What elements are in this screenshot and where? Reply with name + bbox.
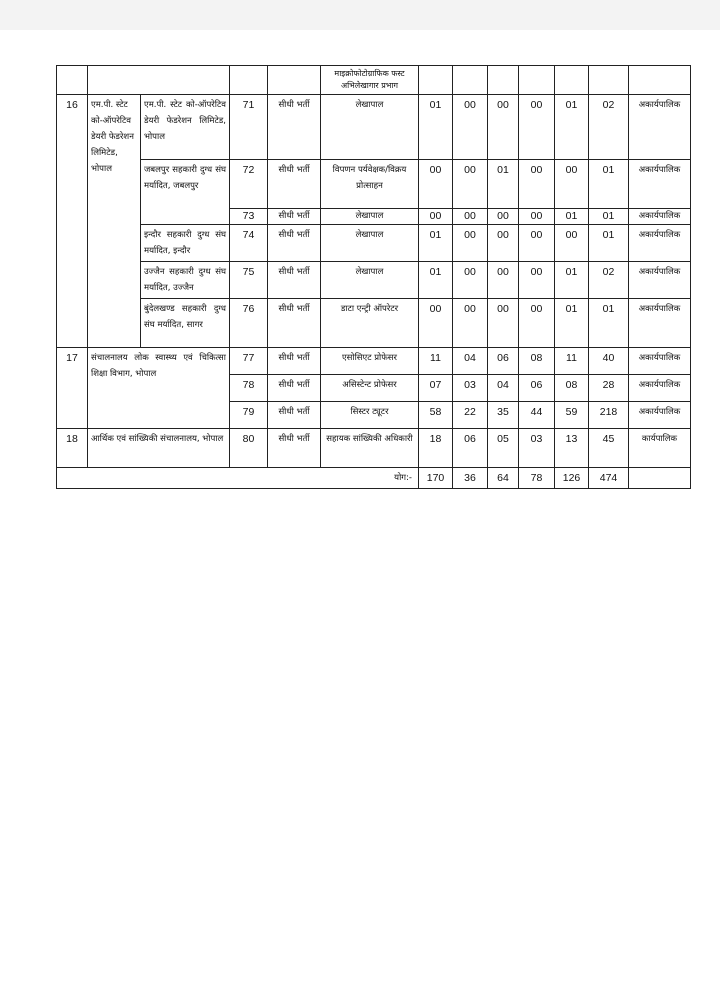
recruitment-type: सीधी भर्ती [268, 299, 321, 348]
count-cell: 01 [555, 95, 589, 160]
recruitment-type: सीधी भर्ती [268, 348, 321, 375]
count-cell: 00 [519, 95, 555, 160]
count-cell: 35 [488, 402, 519, 429]
recruitment-type: सीधी भर्ती [268, 262, 321, 299]
count-cell: 22 [453, 402, 488, 429]
count-cell: 00 [519, 225, 555, 262]
table-row [57, 262, 691, 299]
grand-total-cell: 126 [555, 468, 589, 489]
office-name: उज्जैन सहकारी दुग्ध संघ मर्यादित, उज्जैन [141, 262, 230, 299]
count-cell: 01 [488, 160, 519, 209]
total-cell: 02 [589, 262, 629, 299]
total-cell: 01 [589, 225, 629, 262]
count-cell: 00 [488, 225, 519, 262]
post-code: 76 [230, 299, 268, 348]
post-name: सिस्टर ट्यूटर [321, 402, 419, 429]
count-cell: 01 [555, 209, 589, 225]
recruitment-type: सीधी भर्ती [268, 375, 321, 402]
count-cell: 00 [519, 209, 555, 225]
total-label: योग:- [57, 468, 419, 489]
post-name: लेखापाल [321, 95, 419, 160]
table-row [57, 95, 691, 160]
document-page [56, 65, 690, 489]
count-cell: 06 [453, 429, 488, 468]
count-cell: 00 [453, 299, 488, 348]
department-name: आर्थिक एवं सांख्यिकी संचालनालय, भोपाल [88, 429, 230, 468]
post-name-cell: माइक्रोफोटोग्राफिक फस्ट अभिलेखागार प्रभाग [321, 66, 419, 95]
nature-cell: अकार्यपालिक [629, 375, 691, 402]
recruitment-type: सीधी भर्ती [268, 160, 321, 209]
table-row [57, 429, 691, 468]
count-cell: 03 [519, 429, 555, 468]
post-name: लेखापाल [321, 209, 419, 225]
recruitment-type: सीधी भर्ती [268, 209, 321, 225]
count-cell: 59 [555, 402, 589, 429]
count-cell: 00 [519, 160, 555, 209]
nature-cell: अकार्यपालिक [629, 160, 691, 209]
count-cell: 06 [519, 375, 555, 402]
post-name: लेखापाल [321, 262, 419, 299]
department-name: संचालनालय लोक स्वास्थ्य एवं चिकित्सा शिक्षा विभाग, भोपाल [88, 348, 230, 429]
count-cell: 00 [488, 262, 519, 299]
post-code: 72 [230, 160, 268, 209]
post-code: 80 [230, 429, 268, 468]
nature-cell: कार्यपालिक [629, 429, 691, 468]
total-cell: 01 [589, 160, 629, 209]
count-cell: 00 [555, 160, 589, 209]
grand-total-cell: 78 [519, 468, 555, 489]
nature-cell: अकार्यपालिक [629, 299, 691, 348]
serial-number: 16 [57, 95, 88, 348]
post-code: 71 [230, 95, 268, 160]
recruitment-type: सीधी भर्ती [268, 402, 321, 429]
nature-cell: अकार्यपालिक [629, 402, 691, 429]
table-row [57, 299, 691, 348]
post-name: लेखापाल [321, 225, 419, 262]
total-cell: 28 [589, 375, 629, 402]
nature-cell: अकार्यपालिक [629, 225, 691, 262]
vacancy-table [56, 65, 691, 489]
total-cell: 40 [589, 348, 629, 375]
post-name: असिस्टेन्ट प्रोफेसर [321, 375, 419, 402]
count-cell: 00 [488, 299, 519, 348]
total-row [57, 468, 691, 489]
office-name: इन्दौर सहकारी दुग्ध संघ मर्यादित, इन्दौर [141, 225, 230, 262]
count-cell: 00 [488, 209, 519, 225]
count-cell: 11 [555, 348, 589, 375]
office-name: बुंदेलखण्ड सहकारी दुग्ध संघ मर्यादित, सागर [141, 299, 230, 348]
table-row [57, 66, 691, 95]
post-code: 74 [230, 225, 268, 262]
count-cell: 01 [555, 262, 589, 299]
viewer-top-bar [0, 0, 720, 30]
recruitment-type: सीधी भर्ती [268, 225, 321, 262]
recruitment-type: सीधी भर्ती [268, 95, 321, 160]
count-cell: 00 [519, 299, 555, 348]
table-row [57, 160, 691, 209]
post-name: सहायक सांख्यिकी अधिकारी [321, 429, 419, 468]
office-name: जबलपुर सहकारी दुग्ध संघ मर्यादित, जबलपुर [141, 160, 230, 225]
count-cell: 13 [555, 429, 589, 468]
count-cell: 07 [419, 375, 453, 402]
total-cell: 45 [589, 429, 629, 468]
count-cell: 01 [555, 299, 589, 348]
count-cell: 01 [419, 262, 453, 299]
table-row [57, 348, 691, 375]
grand-total-cell: 170 [419, 468, 453, 489]
grand-total-cell: 36 [453, 468, 488, 489]
count-cell: 18 [419, 429, 453, 468]
count-cell: 58 [419, 402, 453, 429]
post-name: एसोसिएट प्रोफेसर [321, 348, 419, 375]
count-cell: 00 [555, 225, 589, 262]
count-cell: 00 [519, 262, 555, 299]
count-cell: 04 [488, 375, 519, 402]
count-cell: 03 [453, 375, 488, 402]
office-name: एम.पी. स्टेट को-ऑपरेटिव डेयरी फेडरेशन लिमिटेड, भोपाल [141, 95, 230, 160]
total-cell: 01 [589, 299, 629, 348]
nature-cell: अकार्यपालिक [629, 209, 691, 225]
count-cell: 00 [453, 160, 488, 209]
count-cell: 00 [488, 95, 519, 160]
post-code: 78 [230, 375, 268, 402]
total-cell: 218 [589, 402, 629, 429]
nature-cell: अकार्यपालिक [629, 95, 691, 160]
count-cell: 01 [419, 225, 453, 262]
count-cell: 00 [419, 299, 453, 348]
count-cell: 00 [453, 209, 488, 225]
count-cell: 00 [453, 262, 488, 299]
nature-cell: अकार्यपालिक [629, 262, 691, 299]
post-code: 77 [230, 348, 268, 375]
table-row [57, 225, 691, 262]
count-cell: 00 [453, 225, 488, 262]
count-cell: 00 [419, 160, 453, 209]
count-cell: 00 [419, 209, 453, 225]
total-cell: 01 [589, 209, 629, 225]
post-code: 75 [230, 262, 268, 299]
count-cell: 04 [453, 348, 488, 375]
count-cell: 11 [419, 348, 453, 375]
grand-total-cell: 474 [589, 468, 629, 489]
count-cell: 08 [555, 375, 589, 402]
serial-number: 18 [57, 429, 88, 468]
count-cell: 01 [419, 95, 453, 160]
post-code: 73 [230, 209, 268, 225]
serial-number: 17 [57, 348, 88, 429]
count-cell: 08 [519, 348, 555, 375]
total-cell: 02 [589, 95, 629, 160]
post-code: 79 [230, 402, 268, 429]
nature-cell: अकार्यपालिक [629, 348, 691, 375]
grand-total-cell: 64 [488, 468, 519, 489]
department-name: एम.पी. स्टेट को-ऑपरेटिव डेयरी फेडरेशन लिमिटेड, भोपाल [88, 95, 141, 348]
count-cell: 44 [519, 402, 555, 429]
count-cell: 05 [488, 429, 519, 468]
count-cell: 00 [453, 95, 488, 160]
count-cell: 06 [488, 348, 519, 375]
post-name: विपणन पर्यवेक्षक/विक्रय प्रोत्साहन [321, 160, 419, 209]
recruitment-type: सीधी भर्ती [268, 429, 321, 468]
post-name: डाटा एन्ट्री ऑपरेटर [321, 299, 419, 348]
